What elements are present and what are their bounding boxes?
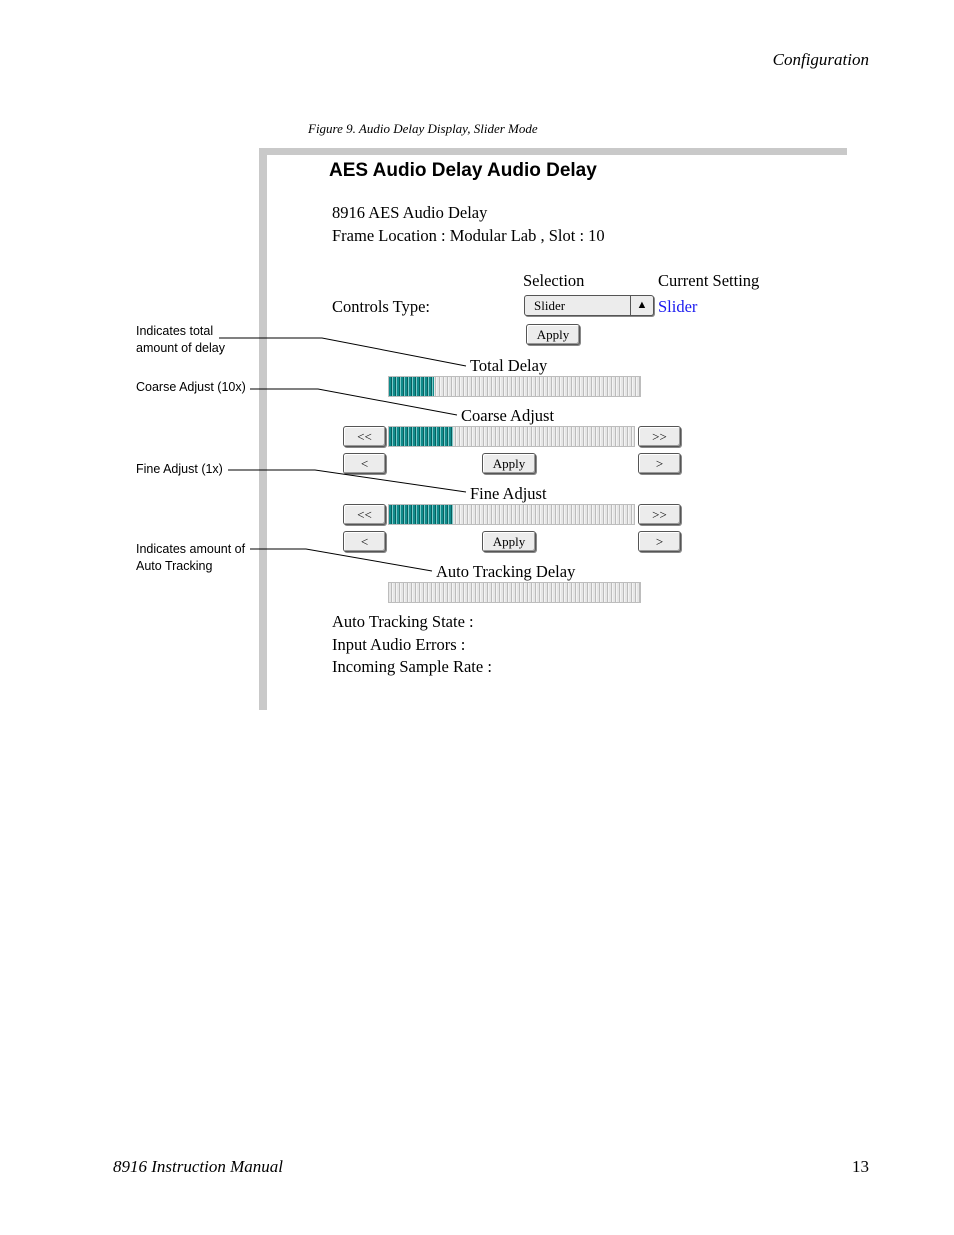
auto-tracking-delay-label: Auto Tracking Delay bbox=[436, 562, 576, 581]
figure-caption: Figure 9. Audio Delay Display, Slider Mode bbox=[308, 121, 538, 136]
footer-manual-title: 8916 Instruction Manual bbox=[113, 1157, 283, 1176]
page-title: AES Audio Delay Audio Delay bbox=[329, 160, 597, 181]
annotation-fine-adjust: Fine Adjust (1x) bbox=[136, 462, 223, 476]
apply-coarse-button[interactable]: Apply bbox=[482, 453, 536, 474]
module-name: 8916 AES Audio Delay bbox=[332, 203, 488, 222]
controls-type-label: Controls Type: bbox=[332, 297, 431, 316]
annotation-total-line2: amount of delay bbox=[136, 341, 225, 355]
leader-fine-adjust bbox=[228, 470, 466, 492]
annotation-tracking-line1: Indicates amount of bbox=[136, 542, 246, 556]
fine-back-button[interactable]: < bbox=[343, 531, 386, 552]
controls-type-selected: Slider bbox=[534, 298, 566, 313]
fine-adjust-label: Fine Adjust bbox=[470, 484, 547, 503]
frame-location: Frame Location : Modular Lab , Slot : 10 bbox=[332, 226, 605, 245]
updown-arrow-icon: ▲ bbox=[630, 296, 653, 315]
leader-auto-tracking bbox=[250, 549, 432, 571]
annotation-tracking-line2: Auto Tracking bbox=[136, 559, 213, 573]
coarse-adjust-label: Coarse Adjust bbox=[461, 406, 555, 425]
fine-forward-button[interactable]: > bbox=[638, 531, 681, 552]
total-delay-label: Total Delay bbox=[470, 356, 548, 375]
annotation-total-line1: Indicates total bbox=[136, 324, 214, 338]
coarse-fast-back-button[interactable]: << bbox=[343, 426, 386, 447]
coarse-forward-button[interactable]: > bbox=[638, 453, 681, 474]
page-number: 13 bbox=[852, 1157, 869, 1176]
incoming-sample-rate: Incoming Sample Rate : bbox=[332, 657, 492, 676]
leader-coarse-adjust bbox=[250, 389, 457, 415]
annotation-coarse-adjust: Coarse Adjust (10x) bbox=[136, 380, 246, 394]
fine-fast-back-button[interactable]: << bbox=[343, 504, 386, 525]
column-header-selection: Selection bbox=[523, 271, 585, 290]
coarse-fast-forward-button[interactable]: >> bbox=[638, 426, 681, 447]
coarse-back-button[interactable]: < bbox=[343, 453, 386, 474]
leader-total-delay bbox=[219, 338, 466, 366]
fine-fast-forward-button[interactable]: >> bbox=[638, 504, 681, 525]
auto-tracking-state: Auto Tracking State : bbox=[332, 612, 474, 631]
running-header: Configuration bbox=[772, 50, 869, 69]
column-header-current: Current Setting bbox=[658, 271, 760, 290]
input-audio-errors: Input Audio Errors : bbox=[332, 635, 466, 654]
apply-controls-button[interactable]: Apply bbox=[526, 324, 580, 345]
apply-fine-button[interactable]: Apply bbox=[482, 531, 536, 552]
controls-current-setting: Slider bbox=[658, 297, 698, 316]
